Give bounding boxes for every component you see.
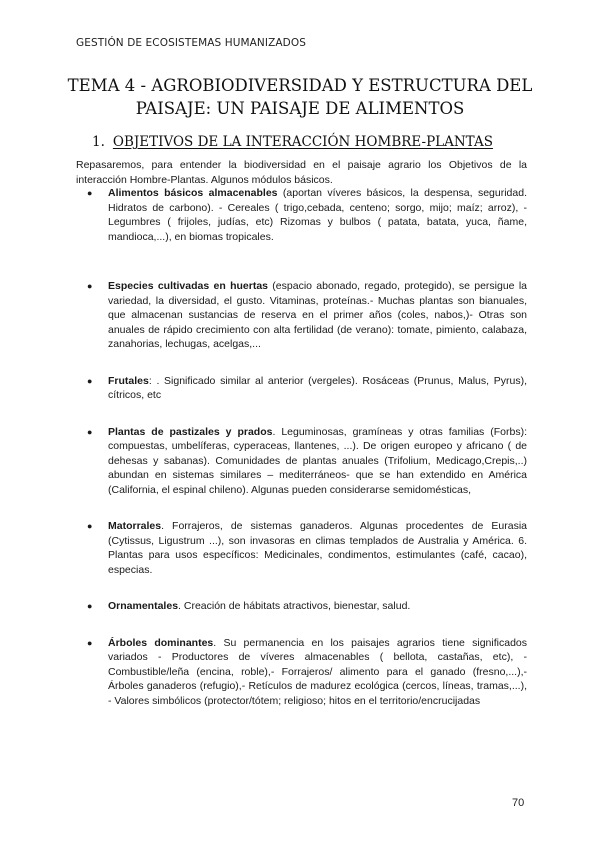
- chapter-title-line-2: PAISAJE: UN PAISAJE DE ALIMENTOS: [135, 99, 465, 118]
- item-text: (espacio abonado, regado, protegido), se persigue la variedad, la diversidad, el gusto. Vitaminas, proteínas.- Muchas plantas son bianuales, que almacenan sustancias de reserva en el primer años (coles, nabos,)- Otras son anuales de rápido crecimiento con alta fertilidad (de verano): tomate, pimiento, calabaza, zanahorias, lechugas, acelgas,...: [108, 280, 527, 350]
- section-title: OBJETIVOS DE LA INTERACCIÓN HOMBRE-PLANTAS: [112, 134, 493, 150]
- bullet-icon: ●: [87, 521, 93, 531]
- page-number: 70: [512, 797, 525, 809]
- item-term: Árboles dominantes: [108, 636, 214, 649]
- bullet-icon: ●: [87, 426, 93, 437]
- item-term: Especies cultivadas en huertas: [108, 280, 268, 292]
- item-term: Matorrales: [108, 520, 162, 532]
- item-text: (aportan víveres básicos, la despensa, seguridad. Hidratos de carbono). - Cereales ( trigo,cebada, centeno; sorgo, mijo; maíz; arroz), - Legumbres ( frijoles, judías, etc) Rizomas y bulbos ( patata, batata, yuca, ñame, mandioca,...), en biomas tropicales.: [108, 187, 527, 243]
- bullet-icon: ●: [87, 281, 93, 291]
- intro-paragraph: Repasaremos, para entender la biodiversidad en el paisaje agrario los Objetivos de la interacción Hombre-Plantas. Algunos módulos básicos.: [76, 159, 527, 186]
- item-term: Ornamentales: [108, 600, 179, 612]
- chapter-title: [60, 74, 540, 120]
- list-item: [76, 425, 527, 498]
- item-term: Frutales: [108, 374, 149, 387]
- item-text: . Creación de hábitats atractivos, bienestar, salud.: [178, 600, 411, 612]
- list-item: [76, 374, 527, 403]
- item-text: . Su permanencia en los paisajes agrarios tiene significados variados - Productores de víveres almacenables ( bellota, castañas, etc), - Combustible/leña (encina, roble),- Forrajeros/ alimento para el ganado (fresno,...),- Árboles ganaderos (refugio),- Retículos de madurez ecológica (cercos, líneas, tramas,...), - Valores simbólicos (protector/tótem; religioso; hitos en el territorio/encrucijadas: [108, 636, 527, 707]
- bullet-icon: ●: [87, 375, 93, 386]
- section-heading: [92, 134, 493, 150]
- chapter-title-line-1: TEMA 4 - AGROBIODIVERSIDAD Y ESTRUCTURA DEL: [67, 76, 533, 95]
- list-item: [76, 599, 527, 614]
- running-header: GESTIÓN DE ECOSISTEMAS HUMANIZADOS: [76, 37, 306, 49]
- objectives-list: [76, 186, 527, 708]
- item-text: : . Significado similar al anterior (vergeles). Rosáceas (Prunus, Malus, Pyrus), cítricos, etc: [108, 374, 527, 401]
- section-number: 1.: [92, 134, 105, 150]
- bullet-icon: ●: [87, 188, 93, 198]
- list-item: [76, 186, 527, 244]
- bullet-icon: ●: [87, 637, 93, 648]
- bullet-icon: ●: [87, 601, 93, 611]
- list-item: [76, 636, 527, 709]
- item-text: . Forrajeros, de sistemas ganaderos. Algunas procedentes de Eurasia (Cytissus, Ligustrum ...), son invasoras en climas templados de Australia y América. 6. Plantas para usos específicos: Medicinales, condimentos, estimulantes (café, cacao), especias.: [108, 520, 527, 576]
- item-text: . Leguminosas, gramíneas y otras familias (Forbs): compuestas, umbelíferas, cyperaceas, llantenes, ...). De origen europeo y africano ( de dehesas y sabanas). Comunidades de plantas anuales (Trifolium, Medicago,Crepis,..) abundan en sistemas similares – mediterráneos- que se han extendido en América (California, el espinal chileno). Algunas pueden considerarse semidomésticas,: [108, 425, 527, 496]
- list-item: [76, 279, 527, 352]
- list-item: [76, 519, 527, 577]
- item-term: Alimentos básicos almacenables: [108, 187, 278, 199]
- item-term: Plantas de pastizales y prados: [108, 425, 273, 438]
